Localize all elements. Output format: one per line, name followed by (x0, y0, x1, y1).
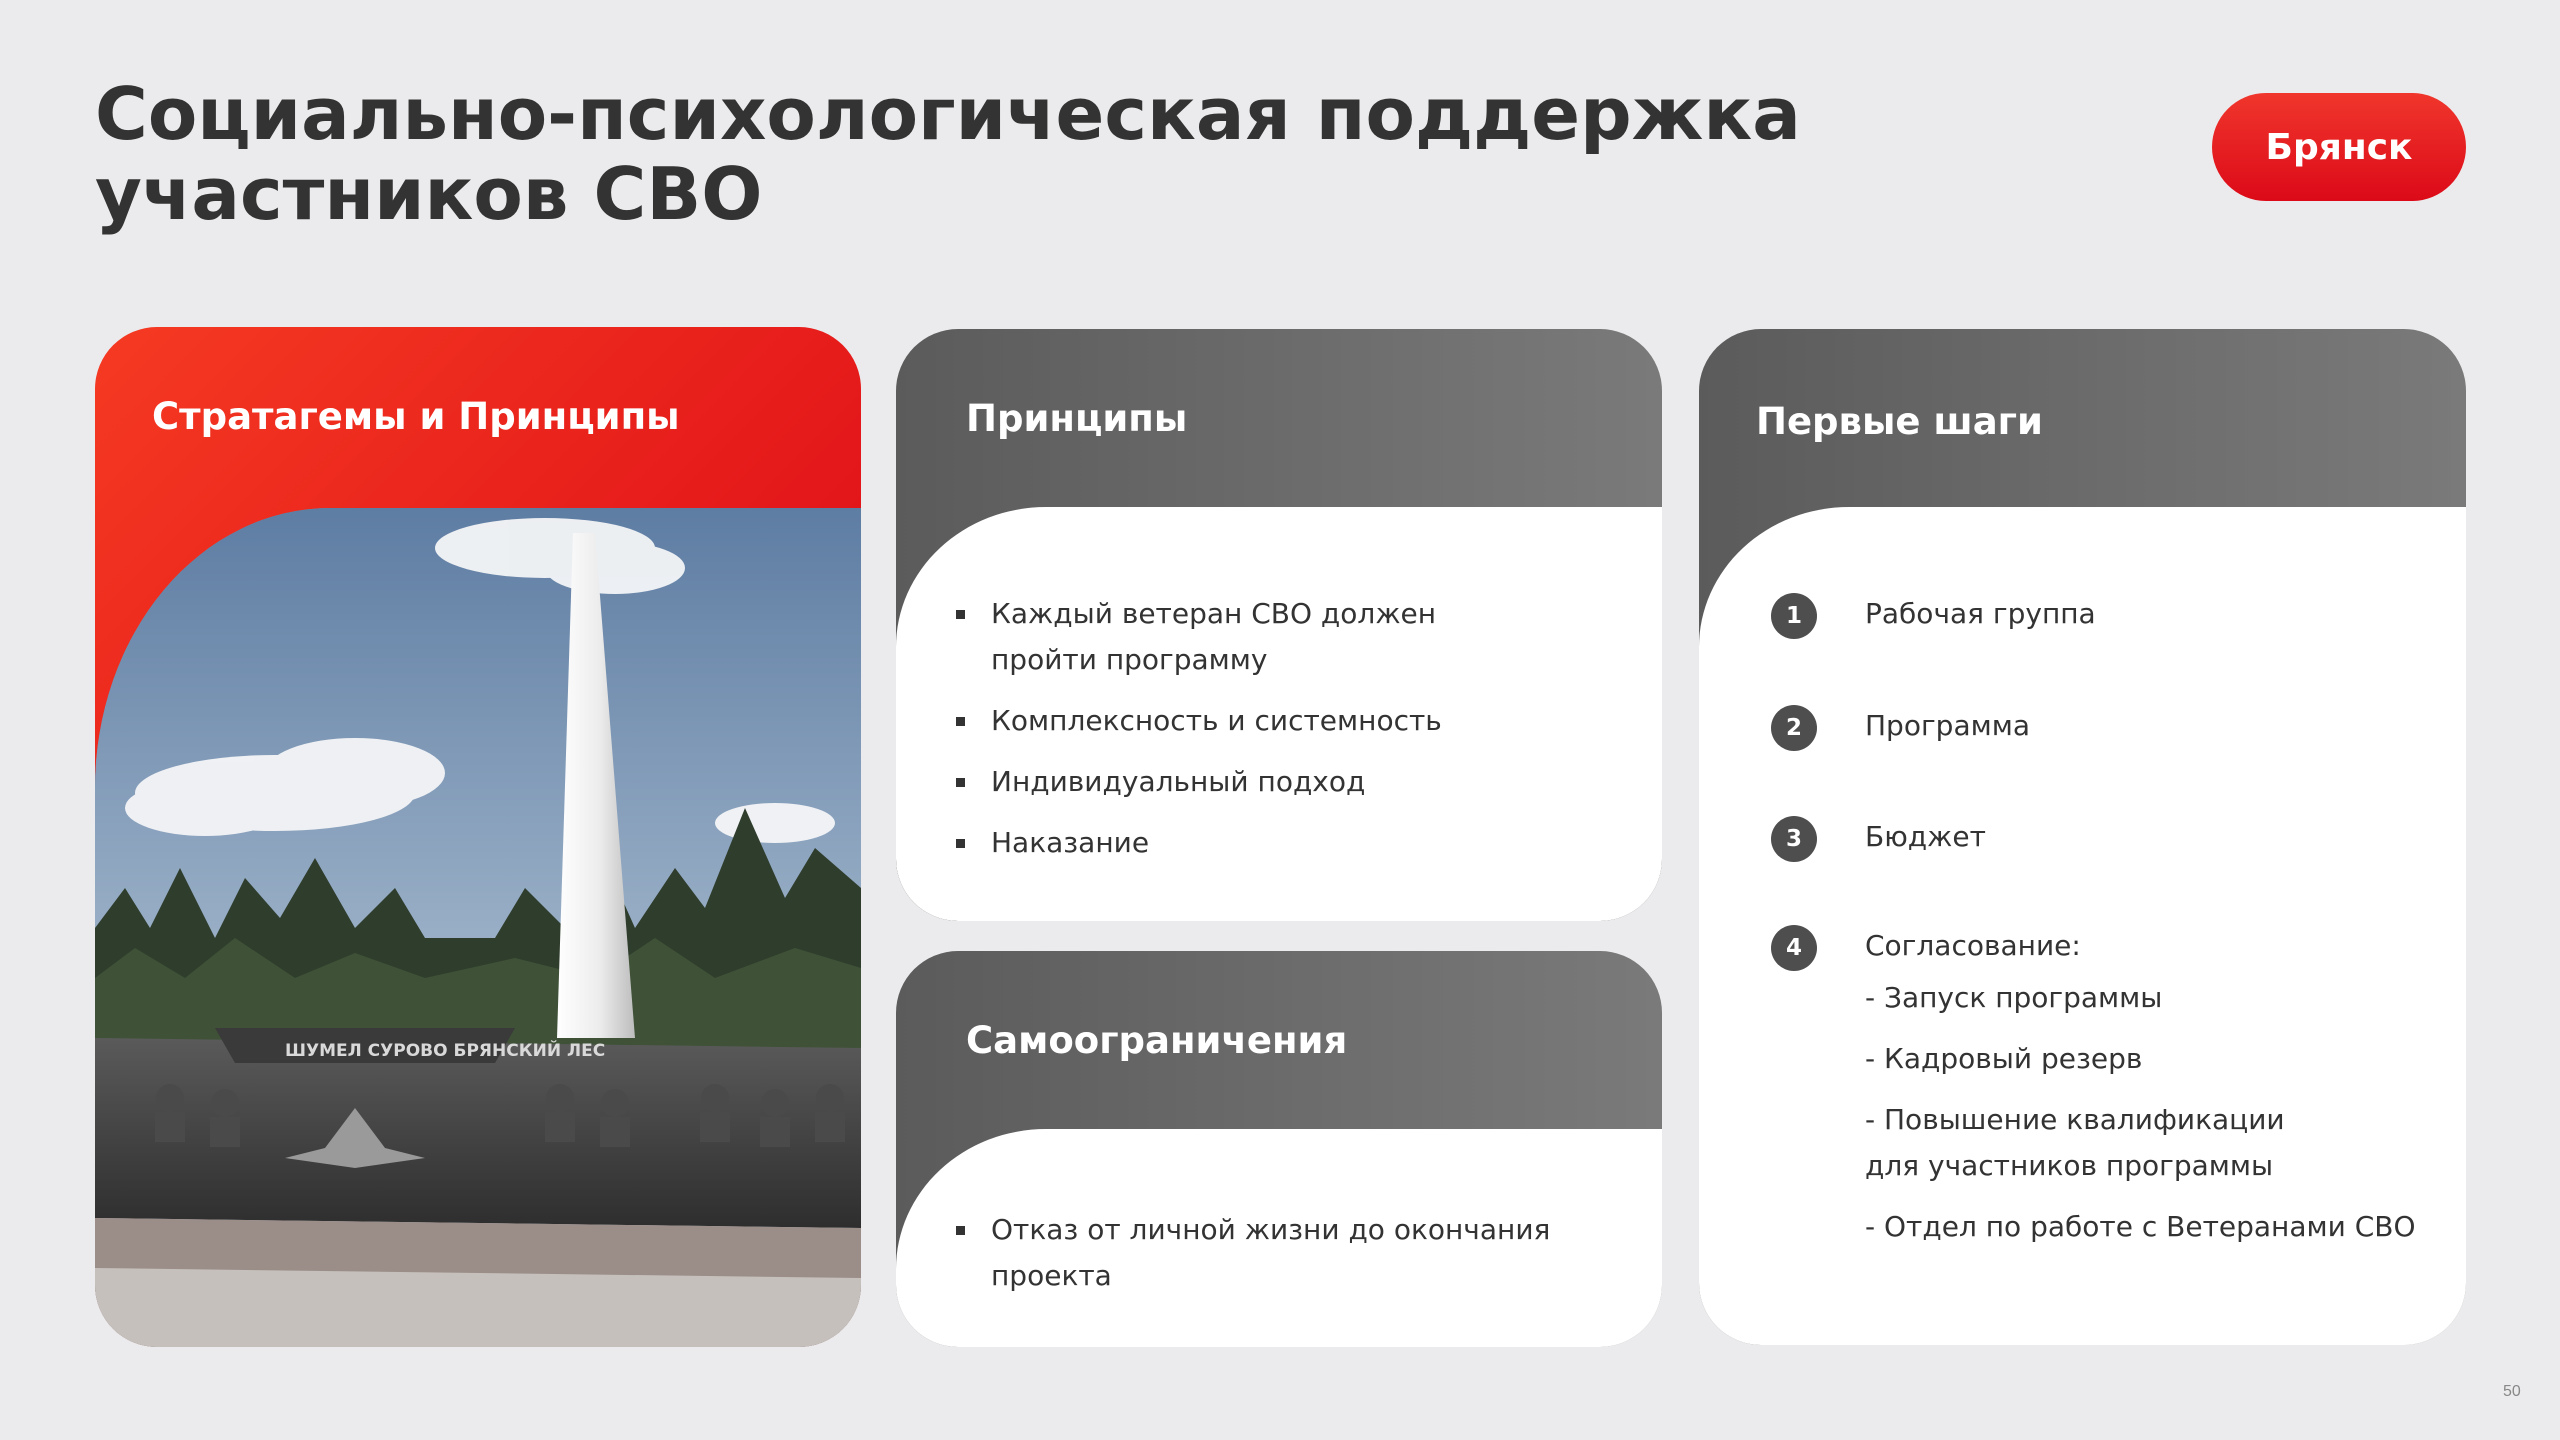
square-bullet-icon (956, 839, 965, 848)
principles-list (956, 591, 1622, 881)
card-principles-body (896, 507, 1662, 921)
card-strategems (95, 327, 861, 1347)
square-bullet-icon (956, 778, 965, 787)
approval-sublist (1865, 975, 2416, 1265)
card-steps-body (1699, 507, 2466, 1345)
list-item: Отказ от личной жизни до окончания проекта (956, 1207, 1622, 1299)
page-number: 50 (2503, 1383, 2521, 1400)
card-steps-title: Первые шаги (1756, 400, 2043, 443)
page-title-line-1: Социально-психологическая поддержка (95, 72, 1801, 156)
sub-item: - Отдел по работе с Ветеранами СВО (1865, 1210, 2416, 1243)
list-item: Наказание (956, 820, 1622, 866)
sub-item: - Запуск программы (1865, 981, 2163, 1014)
step-number: 4 (1771, 925, 1817, 971)
page-title-line-2: участников СВО (95, 152, 763, 236)
list-item: Каждый ветеран СВО должен пройти программу (956, 591, 1622, 683)
step-number: 1 (1771, 593, 1817, 639)
square-bullet-icon (956, 1226, 965, 1235)
sub-item: для участников программы (1865, 1149, 2274, 1182)
sub-item: - Повышение квалификации (1865, 1103, 2285, 1136)
card-steps (1699, 329, 2466, 1345)
memorial-photo (95, 508, 861, 1347)
list-item: Индивидуальный подход (956, 759, 1622, 805)
card-limits-title: Самоограничения (966, 1019, 1348, 1062)
sub-item: - Кадровый резерв (1865, 1042, 2143, 1075)
card-principles-title: Принципы (966, 397, 1188, 440)
card-limits-body (896, 1129, 1662, 1347)
card-strategems-title: Стратагемы и Принципы (152, 395, 680, 438)
step-label: Рабочая группа (1865, 597, 2096, 630)
step-label: Согласование: (1865, 929, 2081, 962)
list-item: Комплексность и системность (956, 698, 1622, 744)
step-label: Бюджет (1865, 820, 1986, 853)
step-number: 2 (1771, 705, 1817, 751)
card-limits (896, 951, 1662, 1347)
square-bullet-icon (956, 610, 965, 619)
square-bullet-icon (956, 717, 965, 726)
step-label: Программа (1865, 709, 2031, 742)
limits-list (956, 1207, 1622, 1314)
card-principles (896, 329, 1662, 921)
photo-caption: ШУМЕЛ СУРОВО БРЯНСКИЙ ЛЕС (285, 1041, 606, 1061)
page-title (95, 74, 1995, 234)
memorial-photo-image (95, 508, 861, 1347)
city-badge[interactable]: Брянск (2212, 93, 2466, 201)
step-number: 3 (1771, 816, 1817, 862)
